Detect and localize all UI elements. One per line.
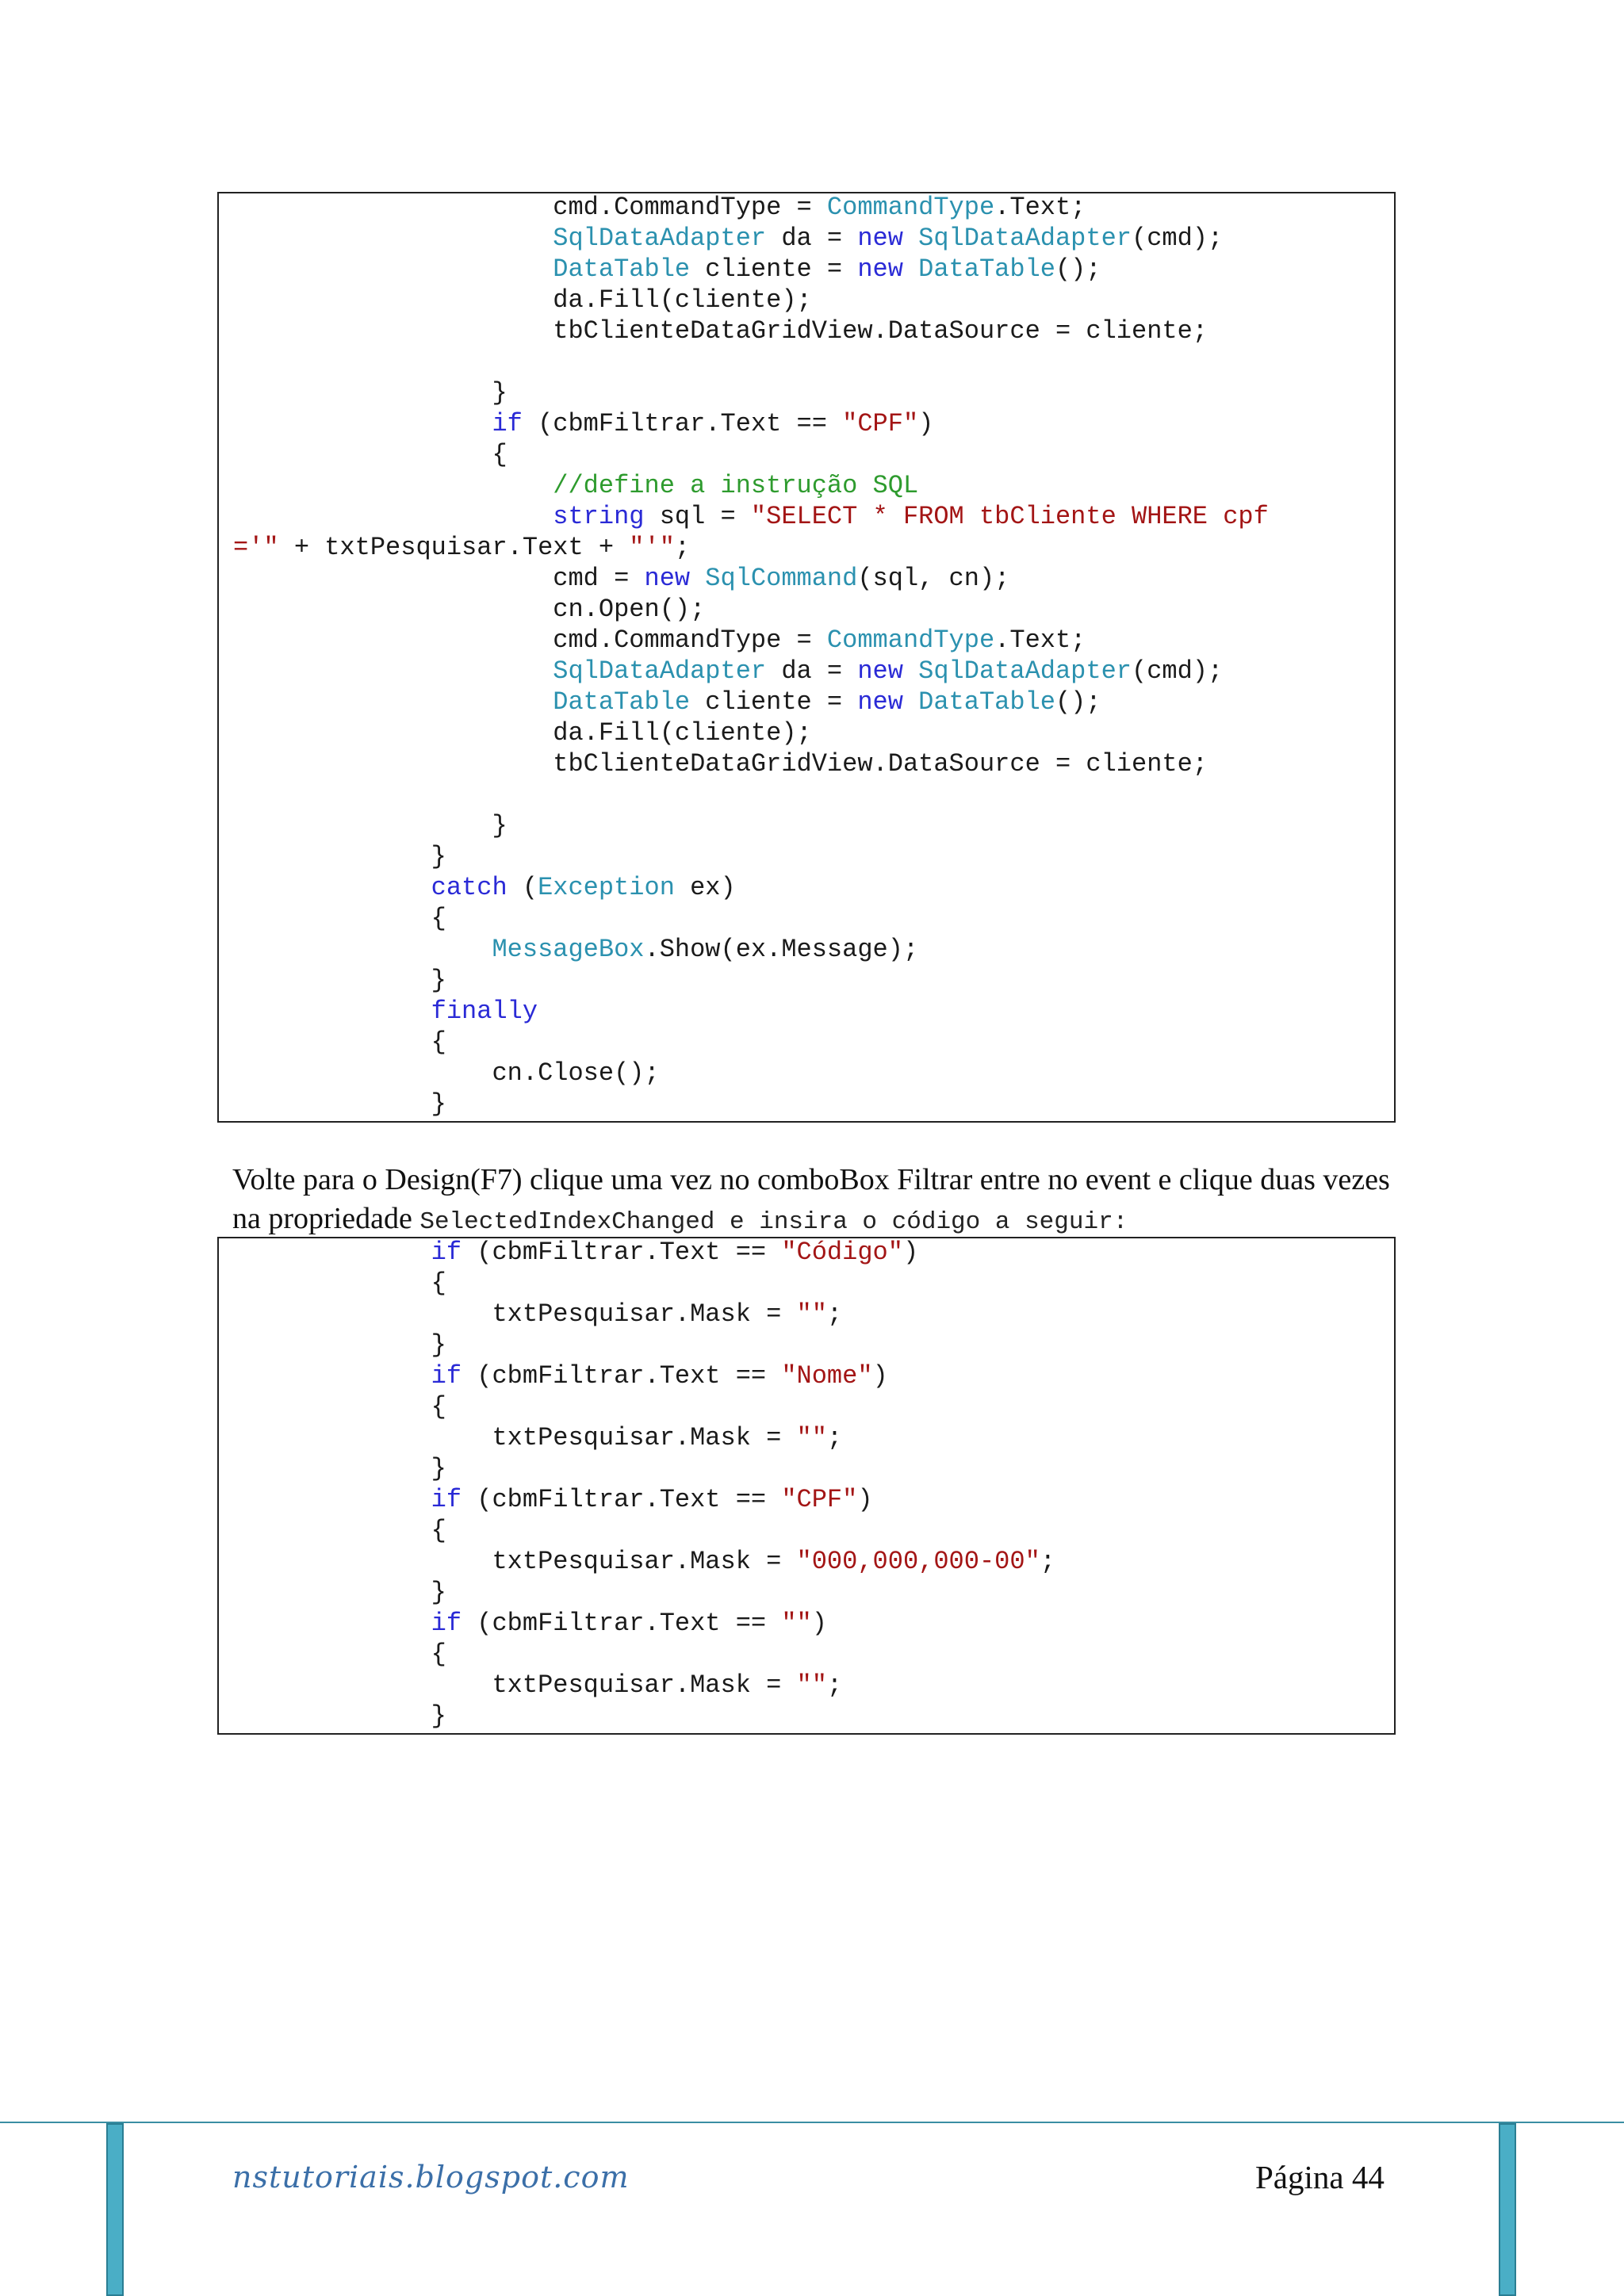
code-token: "" [796,1670,827,1700]
code-token: new [857,687,903,717]
code-token: (); [1055,254,1101,284]
code-line [233,718,812,748]
code-token: DataTable [918,254,1055,284]
code-line [233,1608,827,1639]
code-token: ; [1040,1547,1055,1576]
code-token: cn.Close(); [233,1058,660,1088]
code-token [233,1361,431,1391]
code-token: (cbmFiltrar.Text == [462,1238,782,1267]
code-token: "Nome" [781,1361,873,1391]
code-token: SqlCommand [705,564,858,593]
code-token: SqlDataAdapter [553,656,767,686]
code-line [233,934,918,965]
code-token: "000,000,000-00" [796,1547,1040,1576]
code-token: if [492,409,523,438]
code-token: finally [431,997,538,1026]
code-line [233,1299,842,1330]
code-token [690,564,705,593]
footer-right-bar [1499,2123,1516,2296]
code-line [233,1577,446,1608]
code-token [233,1485,431,1514]
code-token: ex) [674,873,736,902]
code-token: ; [826,1299,843,1329]
code-line [233,1670,842,1701]
instruction-text: Volte para o Design(F7) clique uma vez no comboBox Filtrar entre no event e clique duas vezes na propriedade [232,1163,1390,1235]
code-token: ; [674,533,691,562]
code-token: txtPesquisar.Mask = [233,1670,797,1700]
instruction-inline-code: SelectedIndexChanged e insira o código a seguir: [419,1208,1128,1236]
code-line [233,316,1208,346]
code-line [233,377,508,408]
code-token: "CPF" [781,1485,858,1514]
code-line [233,1546,1055,1577]
code-line [233,965,446,996]
code-token [233,935,492,964]
footer-site-link[interactable]: nstutoriais.blogspot.com [232,2160,630,2195]
code-token: { [233,1269,446,1298]
code-token: (cbmFiltrar.Text == [462,1609,782,1638]
code-token: { [233,904,446,933]
code-token: cliente = [690,687,858,717]
code-token: { [233,440,508,469]
code-token: ) [857,1485,873,1514]
code-token [233,1609,431,1638]
code-token: "Código" [781,1238,903,1267]
code-token [903,656,918,686]
code-line [233,1391,446,1422]
code-token: } [233,1330,446,1360]
code-token: cmd = [233,564,645,593]
code-line [233,563,1009,594]
code-line [233,996,538,1027]
code-line [233,625,1086,656]
code-token: da = [766,224,858,253]
code-token: //define a instrução SQL [553,471,919,500]
code-token: ( [507,873,538,902]
code-line [233,1453,446,1484]
code-token: tbClienteDataGridView.DataSource = cliente; [233,749,1208,779]
code-token: string [553,502,645,531]
code-line [233,1058,660,1089]
code-token: DataTable [553,254,691,284]
code-token [233,687,553,717]
code-token [233,873,431,902]
code-token [903,254,918,284]
code-line [233,903,446,934]
code-token: DataTable [918,687,1055,717]
code-line [233,748,1208,779]
code-line [233,1089,446,1119]
code-line [233,594,705,625]
code-token [233,471,553,500]
code-token: (sql, cn); [857,564,1010,593]
code-token: new [857,656,903,686]
code-token: cn.Open(); [233,595,706,624]
code-line [233,1515,446,1546]
code-line [233,1701,446,1732]
code-token: if [431,1361,462,1391]
code-token: { [233,1392,446,1422]
code-token: } [233,1089,446,1119]
code-token [233,409,492,438]
code-token: MessageBox [492,935,645,964]
code-token: } [233,1701,446,1731]
code-token: + txtPesquisar.Text + [278,533,630,562]
code-token [233,997,431,1026]
code-token: SqlDataAdapter [553,224,767,253]
code-line [233,1360,888,1391]
code-token: da = [766,656,858,686]
code-token [233,656,553,686]
code-token: (cmd); [1131,224,1224,253]
code-token: sql = [644,502,751,531]
code-token: ='" [233,533,279,562]
code-token: } [233,966,446,995]
code-token: cmd.CommandType = [233,626,827,655]
code-token: cliente = [690,254,858,284]
code-token: (cbmFiltrar.Text == [462,1485,782,1514]
code-token: ) [918,409,934,438]
code-line [233,656,1223,687]
code-token: SqlDataAdapter [918,224,1132,253]
code-line [233,285,812,316]
code-line [233,1237,918,1268]
code-token: ; [826,1423,843,1452]
code-token: { [233,1027,446,1057]
instruction-paragraph [232,1161,1390,1242]
code-line [233,1484,873,1515]
code-line [233,872,736,903]
code-token: (cmd); [1131,656,1224,686]
code-token: new [857,254,903,284]
code-line [233,1330,446,1360]
code-token: if [431,1485,462,1514]
code-line [233,408,933,439]
code-token: .Text; [994,626,1086,655]
code-token: .Text; [994,193,1086,222]
code-token: "CPF" [842,409,919,438]
code-token: txtPesquisar.Mask = [233,1299,797,1329]
code-token: ) [902,1238,919,1267]
code-token: "SELECT * FROM tbCliente WHERE cpf [750,502,1269,531]
code-token [233,254,553,284]
code-token: } [233,811,508,840]
page-number: Página 44 [1255,2159,1385,2195]
code-block-1 [217,192,1396,1123]
code-token: Exception [538,873,675,902]
code-line [233,810,508,841]
code-line [233,501,1269,532]
code-line [233,192,1086,223]
code-token [233,224,553,253]
code-token: "" [781,1609,812,1638]
code-line [233,687,1101,718]
code-token: cmd.CommandType = [233,193,827,222]
code-line [233,223,1223,254]
code-token: { [233,1640,446,1669]
code-token: (); [1055,687,1101,717]
code-token: (cbmFiltrar.Text == [522,409,843,438]
code-line [233,1639,446,1670]
code-token: catch [431,873,508,902]
code-token: tbClienteDataGridView.DataSource = cliente; [233,316,1208,346]
code-token: CommandType [826,626,995,655]
code-token: } [233,842,446,871]
code-token [233,1238,431,1267]
code-token [233,502,553,531]
code-token: { [233,1516,446,1545]
code-token: ) [811,1609,827,1638]
code-token: DataTable [553,687,691,717]
code-line [233,1422,842,1453]
footer-divider [0,2122,1624,2123]
code-token: txtPesquisar.Mask = [233,1423,797,1452]
code-token: txtPesquisar.Mask = [233,1547,797,1576]
code-token: ; [826,1670,843,1700]
code-token: } [233,1454,446,1483]
code-token: new [644,564,691,593]
code-token: SqlDataAdapter [918,656,1132,686]
code-token: if [431,1609,462,1638]
footer-left-bar [106,2123,124,2296]
code-token: } [233,378,508,408]
code-line [233,841,446,872]
code-token: if [431,1238,462,1267]
code-token: } [233,1578,446,1607]
code-token: ) [872,1361,888,1391]
code-block-2 [217,1237,1396,1735]
code-line [233,470,918,501]
code-token [903,224,918,253]
code-token: "" [796,1423,827,1452]
code-token: (cbmFiltrar.Text == [462,1361,782,1391]
code-line [233,254,1101,285]
code-token: da.Fill(cliente); [233,718,812,748]
code-token: "" [796,1299,827,1329]
code-token: new [857,224,903,253]
code-token: "'" [629,533,675,562]
code-token: da.Fill(cliente); [233,285,812,315]
code-token: CommandType [826,193,995,222]
code-token: .Show(ex.Message); [644,935,919,964]
code-line [233,532,690,563]
code-line [233,1268,446,1299]
code-line [233,439,508,470]
code-line [233,1027,446,1058]
code-token [903,687,918,717]
